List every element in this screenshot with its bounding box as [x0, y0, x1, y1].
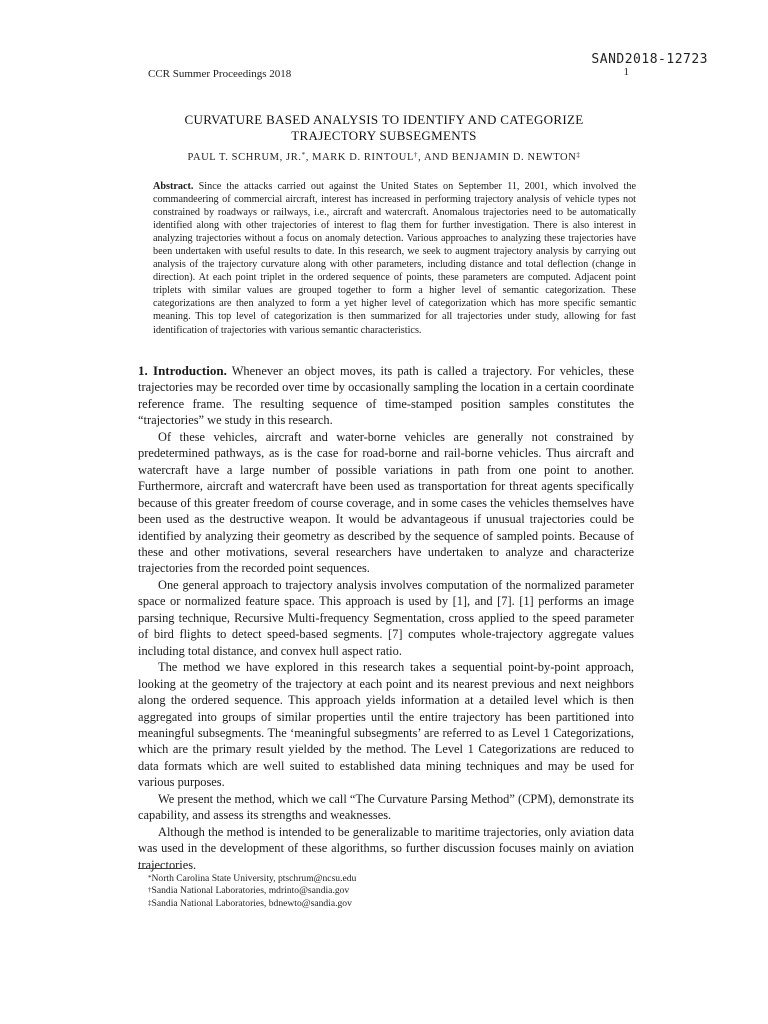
paper-title-line-2: TRAJECTORY SUBSEGMENTS — [291, 128, 477, 143]
author-separator-2: , AND — [418, 152, 452, 163]
footnote-divider — [138, 868, 182, 869]
abstract-label: Abstract. — [153, 181, 194, 192]
paragraph-2: Of these vehicles, aircraft and water-borne vehicles are generally not constrained by predetermined pathways, as is the case for road-borne and rail-borne vehicles. Thus aircraft and watercraft have a large number of possible variations in path from one point to another. Furthermore, aircraft and watercraft have been used as transportation for threat agents specifically because of this greater freedom of course coverage, and in some cases the vehicles themselves have been used as the destructive weapon. It would be advantageous if unusual trajectories could be identified by analyzing their geometry as described by the sequence of sampled points. Because of these and other motivations, several researchers have undertaken to analyze and characterize trajectories from the recorded point sequences. — [138, 429, 634, 576]
footnote-2 — [148, 885, 628, 897]
paragraph-4: The method we have explored in this research takes a sequential point-by-point approach, looking at the geometry of the trajectory at each point and its nearest previous and next neighbors along the ordered sequence. This approach yields information at a detailed level which is then aggregated into groups of similar properties until the entire trajectory has been partitioned into meaningful subsegments. The ‘meaningful subsegments’ are referred to as Level 1 Categorizations, which are the primary result yielded by the method. The Level 1 Categorizations are reduced to data formats which are well suited to established data mining techniques and may be used for various purposes. — [138, 660, 634, 790]
footnote-1 — [148, 873, 628, 885]
paragraph-6: Although the method is intended to be generalizable to maritime trajectories, only aviation data was used in the development of these algorithms, so further discussion focuses mainly on aviation trajectories. — [138, 824, 634, 872]
paragraph-5: We present the method, which we call “The Curvature Parsing Method” (CPM), demonstrate its capability, and assess its strengths and weaknesses. — [138, 791, 634, 823]
footnote-3-text: Sandia National Laboratories, bdnewto@sandia.gov — [151, 897, 352, 909]
footnote-2-text: Sandia National Laboratories, mdrinto@sandia.gov — [151, 885, 350, 897]
page-number: 1 — [623, 66, 629, 78]
footnote-1-mark: * — [148, 874, 152, 882]
author-3-mark: ‡ — [576, 151, 581, 159]
author-3: BENJAMIN D. NEWTON — [451, 152, 577, 163]
author-list — [120, 152, 648, 163]
footnotes — [148, 873, 628, 910]
footnote-1-text: North Carolina State University, ptschrum@ncsu.edu — [151, 873, 357, 884]
paper-title — [120, 112, 648, 144]
paragraph-1-text: Whenever an object moves, its path is called a trajectory. For vehicles, these trajectories may be recorded over time by occasionally sampling the location in a certain coordinate reference frame. The resulting sequence of time-stamped position samples constitutes the “trajectories” we study in this research. — [138, 364, 634, 428]
author-1-mark: * — [301, 151, 306, 159]
author-2: MARK D. RINTOUL — [312, 152, 414, 163]
footnote-2-mark: † — [148, 886, 152, 895]
abstract-text: Since the attacks carried out against the United States on September 11, 2001, which involved the commandeering of commercial aircraft, interest has increased in performing trajectory analysis of vehicle types not constrained by roadways or railways, i.e., aircraft and watercraft. Anomalous trajectories need to be automatically identified along with other trajectories of interest to flag them for further investigation. There is also interest in analyzing trajectories without a focus on anomaly detection. Various approaches to analyzing these trajectories have been undertaken with useful results to date. In this research, we seek to augment trajectory analysis by carrying out analysis of the trajectory curvature along with other parameters, including distance and total deflection (change in direction). At each point triplet in the ordered sequence of points, these parameters are computed. Adjacent point triplets with similar values are grouped together to form a higher level of semantic categorization. These categorizations are then analyzed to form a yet higher level of categorization which has more specific semantic meaning. This top level of categorization is then summarized for all trajectories under study, allowing for fast identification of trajectories with various semantic characteristics. — [153, 181, 636, 336]
running-head: CCR Summer Proceedings 2018 — [148, 68, 292, 80]
author-2-mark: † — [414, 151, 419, 159]
paragraph-3: One general approach to trajectory analysis involves computation of the normalized parameter space or normalized feature space. This approach is used by [1], and [7]. [1] performs an image parsing technique, Recursive Multi-frequency Segmentation, cross applied to the speed parameter of bird flights to detect speed-based segments. [7] computes whole-trajectory aggregate values including total distance, and convex hull aspect ratio. — [138, 577, 634, 658]
paper-title-line-1: CURVATURE BASED ANALYSIS TO IDENTIFY AND CATEGORIZE — [184, 112, 584, 127]
footnote-3 — [148, 898, 628, 910]
author-1: PAUL T. SCHRUM, JR. — [187, 152, 302, 163]
abstract — [153, 180, 636, 337]
author-separator-1: , — [305, 152, 313, 163]
report-number: SAND2018-12723 — [591, 52, 708, 67]
body-text — [138, 363, 634, 873]
footnote-3-mark: ‡ — [148, 898, 152, 907]
section-heading: 1. Introduction. — [138, 363, 227, 378]
paragraph-1 — [138, 363, 634, 429]
